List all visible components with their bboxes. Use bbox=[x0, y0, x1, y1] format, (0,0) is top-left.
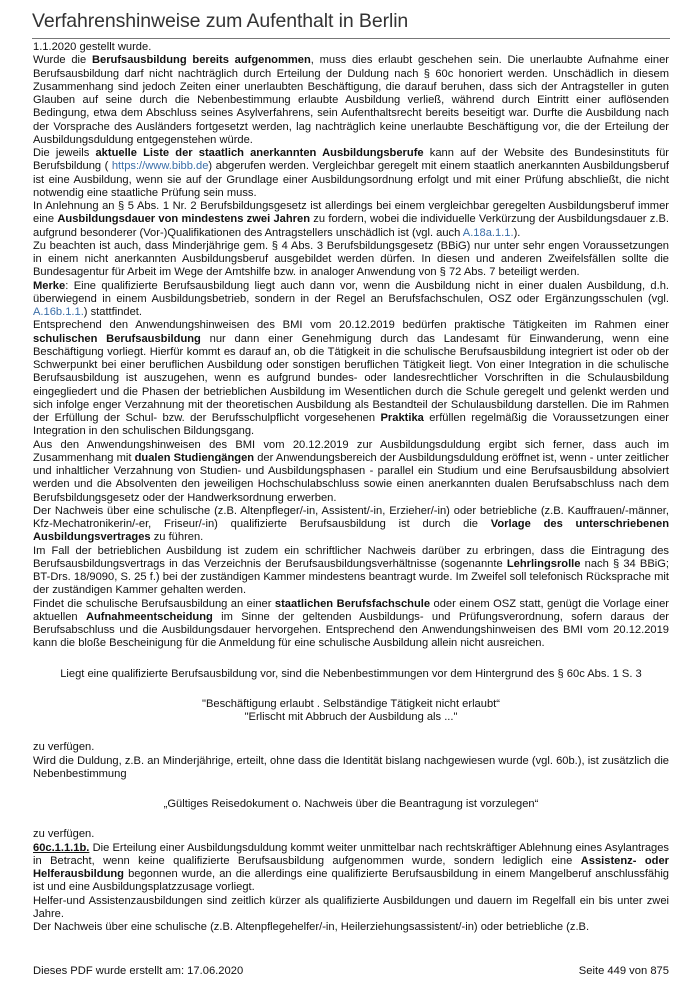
paragraph: Zu beachten ist auch, dass Minderjährige gem. § 4 Abs. 3 Berufsbildungsgesetz (BBiG) nur unter sehr engen Voraussetzungen in einem nicht anerkannten Ausbildungsberuf ausgebildet werden dürfen. In diesen und anderen Zweifelsfällen sollte die Bundesagentur für Arbeit im Wege der Amtshilfe bzw. in analoger Anwendung von § 72 Abs. 7 beteiligt werden. bbox=[33, 239, 669, 279]
ref-link-a16b[interactable]: A.16b.1.1. bbox=[33, 306, 84, 318]
spacer bbox=[33, 681, 669, 698]
spacer bbox=[33, 811, 669, 828]
quote-line: "Erlischt mit Abbruch der Ausbildung als ..." bbox=[244, 711, 458, 723]
bibb-link[interactable]: https://www.bibb.de bbox=[111, 160, 209, 173]
paragraph: Wurde die Berufsausbildung bereits aufgenommen, muss dies erlaubt geschehen sein. Die unerlaubte Aufnahme einer Berufsausbildung darf nicht nachträglich durch Erteilung der Duldung nach § 60c honoriert werden. Unschädlich in diesem Zusammenhang sind jedoch Zeiten einer unerlaubten Beschäftigung, die darauf beruhen, dass sich der Antragsteller in guten Glauben auf seine durch die Nebenbestimmung erlaubte Ausbildung verließ, während durch Eintritt einer auflösenden Bedingung, etwa dem Abschluss seines Asylverfahrens, sein Aufenthaltsrecht bereits beseitigt war. Durfte die Ausbildung nach der Vorsprache des Ausländers fortgesetzt werden, lag nachträglich keine unerlaubte Beschäftigung vor, die der Erteilung der Ausbildungsduldung entgegenstehen würde. bbox=[33, 54, 669, 146]
paragraph: Im Fall der betrieblichen Ausbildung ist zudem ein schriftlicher Nachweis darüber zu erbringen, dass die Eintragung des Berufsausbildungsvertrags in das Verzeichnis der Berufsausbildungsverhältnisse (sogenannte Lehrlingsrolle nach § 34 BBiG; BT-Drs. 18/9090, S. 25 f.) bei der zuständigen Kammer mindestens beantragt wurde. Im Zweifel soll telefonisch Rücksprache mit der zuständigen Kammer gehalten werden. bbox=[33, 544, 669, 597]
quote-line: „Gültiges Reisedokument o. Nachweis über die Beantragung ist vorzulegen“ bbox=[163, 798, 539, 810]
paragraph: Aus den Anwendungshinweisen des BMI vom 20.12.2019 zur Ausbildungsduldung ergibt sich ferner, dass auch im Zusammenhang mit dualen Studiengängen der Anwendungsbereich der Ausbildungsduldung eröffnet ist, wenn - unter zeitlicher und inhaltlicher Verzahnung von Studien- und Ausbildungsphasen - parallel ein Studium und eine Berufsausbildung absolviert werden und die Absolventen den jeweiligen Hochschulabschluss sowie einen anerkannten dualen Berufsabschluss nach dem Berufsbildungsgesetz oder der Handwerksordnung erwerben. bbox=[33, 438, 669, 504]
spacer bbox=[33, 724, 669, 741]
paragraph: Liegt eine qualifizierte Berufsausbildung vor, sind die Nebenbestimmungen vor dem Hintergrund des § 60c Abs. 1 S. 3 bbox=[60, 667, 642, 680]
ref-link-a18a[interactable]: A.18a.1.1. bbox=[462, 226, 514, 239]
spacer bbox=[33, 781, 669, 798]
footer-created: Dieses PDF wurde erstellt am: 17.06.2020 bbox=[33, 965, 244, 977]
paragraph: 60c.1.1.1b. Die Erteilung einer Ausbildungsduldung kommt weiter unmittelbar nach rechtskräftiger Ablehnung eines Asylantrages in Betracht, wenn keine qualifizierte Berufsausbildung aufgenommen wurde, sondern lediglich eine Assistenz- oder Helferausbildung begonnen wurde, an die allerdings eine qualifizierte Berufsausbildung in einem Mangelberuf anschlussfähig ist und eine Ausbildungsplatzzusage vorliegt. bbox=[33, 841, 669, 894]
paragraph: Helfer-und Assistenzausbildungen sind zeitlich kürzer als qualifizierte Ausbildungen und dauern im Regelfall ein bis unter zwei Jahre. bbox=[33, 894, 669, 920]
quote-line: "Beschäftigung erlaubt . Selbständige Tätigkeit nicht erlaubt“ bbox=[202, 697, 500, 710]
page-title: Verfahrenshinweise zum Aufenthalt in Berlin bbox=[32, 10, 409, 32]
paragraph: Entsprechend den Anwendungshinweisen des BMI vom 20.12.2019 bedürfen praktische Tätigkeiten im Rahmen einer schulischen Berufsausbildung nur dann einer Genehmigung durch das Landesamt für Einwanderung, wenn eine Beschäftigung vorliegt. Hierfür kommt es darauf an, ob die Tätigkeit in die schulische Berufsausbildung integriert ist oder ob der Schwerpunkt bei einer beruflichen Ausbildung oder sonstigen beruflichen Tätigkeit liegt. Von einer Integration in die schulische Berufsausbildung ist auszugehen, wenn es aufgrund bundes- oder landesrechtlicher Vorschriften in die Schulausbildung eingegliedert und die Phasen der betrieblichen Ausbildung im Wesentlichen durch die Schule geregelt und gelenkt werden und sich infolge enger Verzahnung mit der theoretischen Ausbildung als Bestandteil der Schulausbildung darstellen. Die im Rahmen der Erfüllung der Schul- bzw. der Berufsschulpflicht vorgesehenen Praktika erfüllen regelmäßig die Voraussetzungen einer Integration in den schulischen Bildungsgang. bbox=[33, 319, 670, 438]
paragraph: In Anlehnung an § 5 Abs. 1 Nr. 2 Berufsbildungsgesetz ist allerdings bei einem vergleichbar geregelten Ausbildungsberuf immer eine Ausbildungsdauer von mindestens zwei Jahren zu fordern, wobei die individuelle Verkürzung der Ausbildungsdauer z.B. aufgrund besonderer (Vor-)Qualifikationen des Antragstellers unschädlich ist (vgl. auch A.18a.1.1.). bbox=[33, 200, 669, 239]
section-number: 60c.1.1.1b. bbox=[33, 841, 90, 854]
page-header bbox=[32, 8, 670, 39]
spacer bbox=[33, 651, 669, 668]
paragraph: Merke: Eine qualifizierte Berufsausbildung liegt auch dann vor, wenn die Ausbildung nicht in einer dualen Ausbildung, d.h. überwiegend in einem Ausbildungsbetrieb, sondern in der Regel an Berufsfachschulen, OSZ oder Ergänzungsschulen (vgl. A.16b.1.1.) stattfindet. bbox=[33, 279, 669, 318]
paragraph: 1.1.2020 gestellt wurde. bbox=[33, 41, 152, 53]
paragraph: Wird die Duldung, z.B. an Minderjährige, erteilt, ohne dass die Identität bislang nachgewiesen wurde (vgl. 60b.), ist zusätzlich die Nebenbestimmung bbox=[33, 754, 669, 780]
paragraph: Der Nachweis über eine schulische (z.B. Altenpfleger/-in, Assistent/-in, Erzieher/-in) oder betriebliche (z.B. Kauffrauen/-männer, Kfz-Mechatronikerin/-er, Friseur/-in) qualifizierte Berufsausbildung ist durch die Vorlage des unterschriebenen Ausbildungsvertrages zu führen. bbox=[33, 504, 670, 544]
paragraph: zu verfügen. bbox=[33, 741, 95, 754]
header-rule bbox=[32, 38, 670, 39]
document-body bbox=[33, 41, 669, 934]
paragraph: Der Nachweis über eine schulische (z.B. Altenpflegehelfer/-in, Heilerziehungsassistent/-in) oder betriebliche (z.B. bbox=[33, 921, 590, 933]
paragraph: zu verfügen. bbox=[33, 828, 95, 841]
paragraph: Findet die schulische Berufsausbildung an einer staatlichen Berufsfachschule oder einem OSZ statt, genügt die Vorlage einer aktuellen Aufnahmeentscheidung im Sinne der geltenden Ausbildungs- und Prüfungsverordnung, sofern daraus der Berufsabschluss und die Ausbildungsdauer hervorgehen. Entsprechend den Anwendungshinweisen des BMI vom 20.12.2019 kann die bloße Bescheinigung für die Anmeldung für eine schulische Ausbildung allein nicht ausreichen. bbox=[33, 597, 669, 650]
paragraph: Die jeweils aktuelle Liste der staatlich anerkannten Ausbildungsberufe kann auf der Website des Bundesinstituts für Berufsbildung ( https://www.bibb.de) abgerufen werden. Vergleichbar geregelt mit einem staatlich anerkannten Ausbildungsberuf ist eine Ausbildung, wenn sie auf der Grundlage einer Ausbildungsordnung erfolgt und mit einer Prüfung abschließt, die nicht notwendig eine staatliche Prüfung sein muss. bbox=[33, 147, 669, 199]
footer-page-number: Seite 449 von 875 bbox=[578, 965, 669, 977]
